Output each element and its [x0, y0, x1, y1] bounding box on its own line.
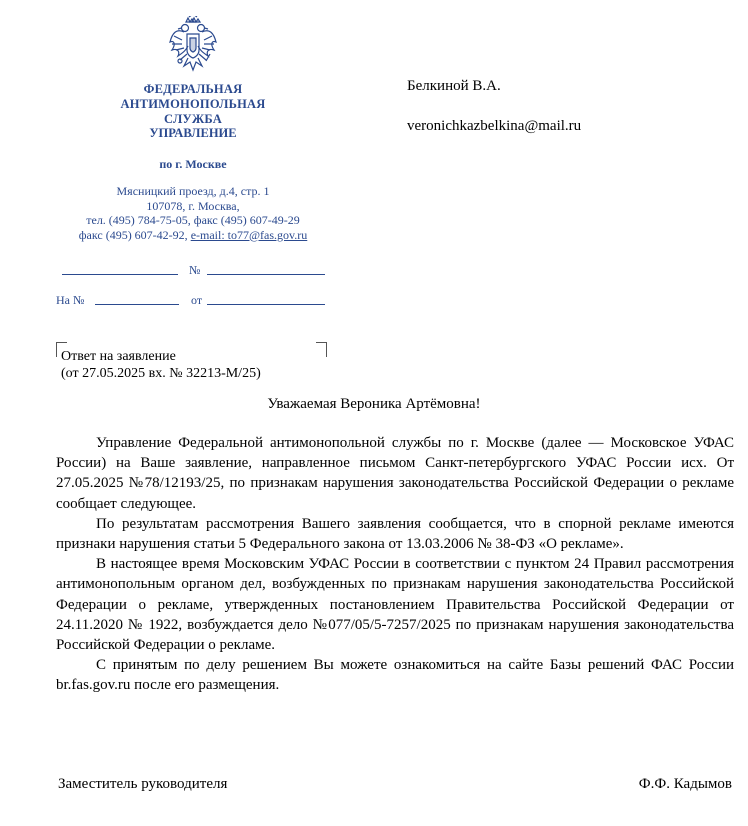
- reg-no-label: №: [189, 263, 201, 277]
- signature-name: Ф.Ф. Кадымов: [638, 776, 732, 792]
- org-name-line1: ФЕДЕРАЛЬНАЯ: [143, 82, 243, 96]
- ref-label: На №: [56, 293, 85, 307]
- ref-no-line: [95, 304, 179, 305]
- org-email-link[interactable]: e-mail: to77@fas.gov.ru: [190, 227, 308, 242]
- recipient-name: Белкиной В.А.: [407, 78, 501, 94]
- reg-date-line: [62, 274, 178, 275]
- org-name: [96, 82, 290, 127]
- paragraph-4: С принятым по делу решением Вы можете ознакомиться на сайте Базы решений ФАС России br.fas.gov.ru после его размещения.: [56, 657, 734, 694]
- department-title: УПРАВЛЕНИЕ: [149, 126, 237, 140]
- russian-coat-of-arms-icon: [168, 16, 218, 78]
- address-line2: 107078, г. Москва,: [146, 198, 240, 213]
- subject-line2: (от 27.05.2025 вх. № 32213-М/25): [61, 366, 261, 381]
- org-address: [50, 184, 336, 242]
- reg-no-line: [207, 274, 325, 275]
- paragraph-2: По результатам рассмотрения Вашего заявления сообщается, что в спорной рекламе имеются признаки нарушения статьи 5 Федерального закона от 13.03.2006 № 38-ФЗ «О рекламе».: [56, 515, 734, 553]
- recipient-email: veronichkazbelkina@mail.ru: [407, 118, 582, 134]
- fax-text: факс (495) 607-42-92,: [78, 227, 191, 242]
- org-name-line2: АНТИМОНОПОЛЬНАЯ СЛУЖБА: [120, 97, 266, 126]
- address-line4: [50, 228, 336, 243]
- department-city: по г. Москве: [159, 157, 227, 171]
- subject-corner-right: [316, 342, 327, 357]
- signature-position: Заместитель руководителя: [58, 776, 228, 792]
- greeting: Уважаемая Вероника Артёмовна!: [267, 396, 481, 412]
- ref-from-label: от: [191, 293, 203, 307]
- address-line3: тел. (495) 784-75-05, факс (495) 607-49-29: [86, 213, 300, 227]
- address-line1: Мясницкий проезд, д.4, стр. 1: [116, 184, 270, 198]
- paragraph-3: В настоящее время Московским УФАС России в соответствии с пунктом 24 Правил рассмотрения антимонопольным органом дел, возбужденных по признакам нарушения законодательства Российской Федерации о рекламе, утвержденных постановлением Правительства Российской Федерации от 24.11.2020 № 1922, возбуждается дело №077/05/5-7257/2025 по признакам нарушения законодательства Российской Федерации о рекламе.: [56, 556, 734, 654]
- subject: [61, 348, 261, 382]
- ref-date-line: [207, 304, 325, 305]
- letter-body: [56, 433, 734, 696]
- paragraph-1: Управление Федеральной антимонопольной службы по г. Москве (далее — Московское УФАС России) на Ваше заявление, направленное письмом Санкт-петербургского УФАС России исх. От 27.05.2025 №78/12193/25, по признакам нарушения законодательства Российской Федерации о рекламе сообщает следующее.: [56, 435, 734, 512]
- subject-line1: Ответ на заявление: [61, 349, 176, 364]
